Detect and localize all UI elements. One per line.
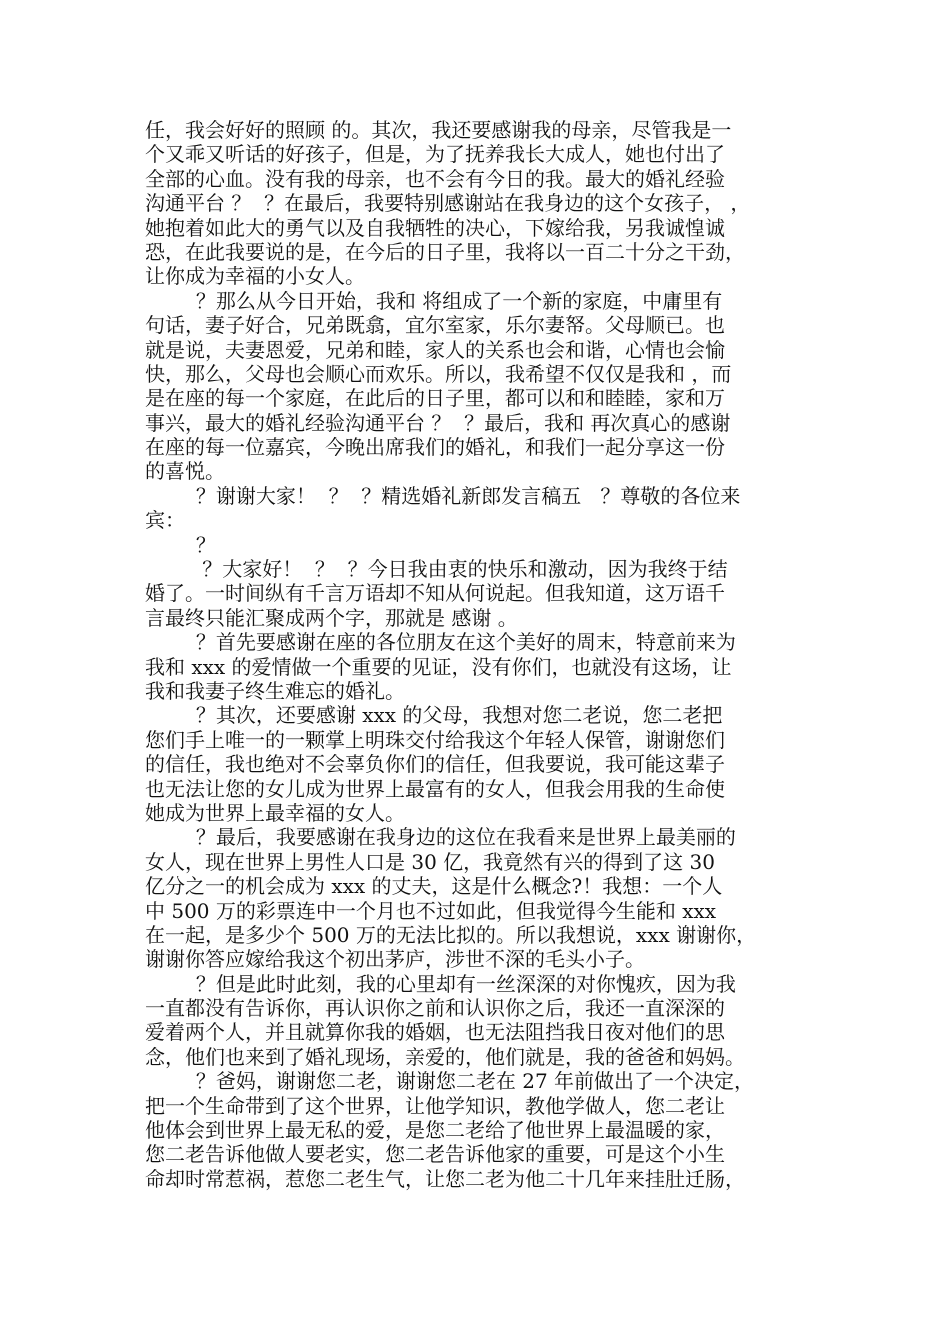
text-line: 句话，妻子好合，兄弟既翕，宜尔室家，乐尔妻帑。父母顺已。也 bbox=[145, 313, 725, 338]
text-line: 她成为世界上最幸福的女人。 bbox=[145, 800, 405, 825]
text-line: 一直都没有告诉你，再认识你之前和认识你之后，我还一直深深的 bbox=[145, 996, 725, 1021]
text-line: 亿分之一的机会成为 xxx 的丈夫，这是什么概念?！我想：一个人 bbox=[145, 874, 723, 899]
text-line: 的喜悦。 bbox=[145, 459, 225, 484]
text-line: 把一个生命带到了这个世界，让他学知识，教他学做人，您二老让 bbox=[145, 1093, 725, 1118]
text-line: 念，他们也来到了婚礼现场，亲爱的，他们就是，我的爸爸和妈妈。 bbox=[145, 1044, 745, 1069]
text-line: 在一起，是多少个 500 万的无法比拟的。所以我想说，xxx 谢谢你， bbox=[145, 922, 757, 947]
text-line: 让你成为幸福的小女人。 bbox=[145, 264, 365, 289]
text-line: 沟通平台 ？ ？在最后，我要特别感谢站在我身边的这个女孩子， ， bbox=[145, 191, 751, 216]
text-line: 婚了。一时间纵有千言万语却不知从何说起。但我知道，这万语千 bbox=[145, 581, 725, 606]
text-line: 恐，在此我要说的是，在今后的日子里，我将以一百二十分之干劲， bbox=[145, 239, 745, 264]
text-line: 事兴，最大的婚礼经验沟通平台 ？ ？最后，我和 再次真心的感谢 bbox=[145, 410, 731, 435]
text-line: 我和 xxx 的爱情做一个重要的见证，没有你们，也就没有这场，让 bbox=[145, 654, 732, 679]
text-line: 也无法让您的女儿成为世界上最富有的女人，但我会用我的生命使 bbox=[145, 776, 725, 801]
text-line: 个又乖又听话的好孩子，但是，为了抚养我长大成人，她也付出了 bbox=[145, 142, 725, 167]
text-line: ？谢谢大家！ ？ ？精选婚礼新郎发言稿五 ？尊敬的各位来 bbox=[145, 483, 741, 508]
text-line: 全部的心血。没有我的母亲，也不会有今日的我。最大的婚礼经验 bbox=[145, 166, 725, 191]
text-line: 我和我妻子终生难忘的婚礼。 bbox=[145, 678, 405, 703]
text-line: 您二老告诉他做人要老实，您二老告诉他家的重要，可是这个小生 bbox=[145, 1142, 725, 1167]
text-line: 中 500 万的彩票连中一个月也不过如此，但我觉得今生能和 xxx bbox=[145, 898, 717, 923]
text-line: 是在座的每一个家庭，在此后的日子里，都可以和和睦睦，家和万 bbox=[145, 386, 725, 411]
text-line: ？但是此时此刻，我的心里却有一丝深深的对你愧疚，因为我 bbox=[145, 971, 736, 996]
text-line: 谢谢你答应嫁给我这个初出茅庐，涉世不深的毛头小子。 bbox=[145, 947, 645, 972]
text-line: ？大家好！ ？ ？今日我由衷的快乐和激动，因为我终于结 bbox=[145, 557, 728, 582]
text-line: 快，那么，父母也会顺心而欢乐。所以，我希望不仅仅是我和 ，而 bbox=[145, 361, 732, 386]
text-line: 命却时常惹祸，惹您二老生气，让您二老为他二十几年来挂肚迁肠， bbox=[145, 1166, 745, 1191]
text-line: 他体会到世界上最无私的爱，是您二老给了他世界上最温暖的家， bbox=[145, 1118, 725, 1143]
document-body-text bbox=[145, 118, 825, 1191]
text-line: 她抱着如此大的勇气以及自我牺牲的决心，下嫁给我，另我诚惶诚 bbox=[145, 215, 725, 240]
text-line: 言最终只能汇聚成两个字，那就是 感谢 。 bbox=[145, 605, 518, 630]
text-line: 在座的每一位嘉宾，今晚出席我们的婚礼，和我们一起分享这一份 bbox=[145, 435, 725, 460]
text-line: 任，我会好好的照顾 的。其次，我还要感谢我的母亲，尽管我是一 bbox=[145, 118, 732, 142]
text-line: 您们手上唯一的一颗掌上明珠交付给我这个年轻人保管，谢谢您们 bbox=[145, 727, 725, 752]
text-line: 的信任，我也绝对不会辜负你们的信任，但我要说，我可能这辈子 bbox=[145, 752, 725, 777]
text-line: ？首先要感谢在座的各位朋友在这个美好的周末，特意前来为 bbox=[145, 630, 736, 655]
text-line: ？最后，我要感谢在我身边的这位在我看来是世界上最美丽的 bbox=[145, 825, 736, 850]
text-line: ？ bbox=[145, 532, 216, 557]
text-line: 女人，现在世界上男性人口是 30 亿，我竟然有兴的得到了这 30 bbox=[145, 849, 715, 874]
text-line: ？爸妈，谢谢您二老，谢谢您二老在 27 年前做出了一个决定， bbox=[145, 1069, 755, 1094]
text-line: ？其次，还要感谢 xxx 的父母，我想对您二老说，您二老把 bbox=[145, 703, 723, 728]
text-line: 就是说，夫妻恩爱，兄弟和睦，家人的关系也会和谐，心情也会愉 bbox=[145, 337, 725, 362]
text-line: 爱着两个人，并且就算你我的婚姻，也无法阻挡我日夜对他们的思 bbox=[145, 1020, 725, 1045]
text-line: ？那么从今日开始，我和 将组成了一个新的家庭，中庸里有 bbox=[145, 288, 723, 313]
text-line: 宾： bbox=[145, 508, 185, 533]
